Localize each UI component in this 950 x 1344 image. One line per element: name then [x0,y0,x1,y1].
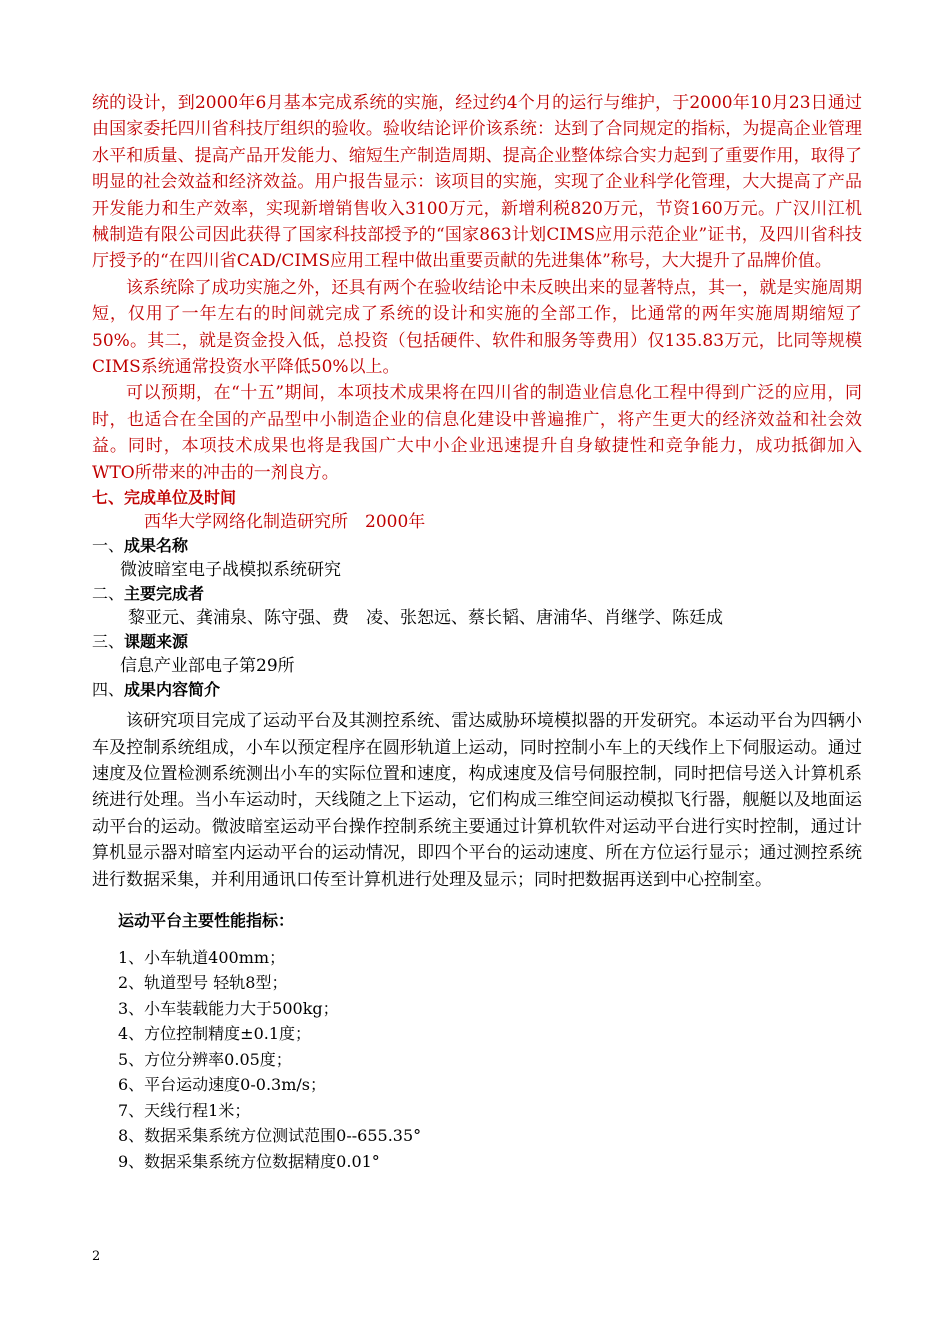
performance-title: 运动平台主要性能指标： [118,910,295,930]
paragraph-acceptance: 统的设计，到2000年6月基本完成系统的实施，经过约4个月的运行与维护，于2000年10月23日通过由国家委托四川省科技厅组织的验收。验收结论评价该系统：达到了合同规定的指标，为提高企业管理水平和质量、提高产品开发能力、缩短生产制造周期、提高企业整体综合实力起到了重要作用，取得了明显的社会效益和经济效益。用户报告显示：该项目的实施，实现了企业科学化管理，大大提高了产品开发能力和生产效率，实现新增销售收入3100万元，新增利税820万元，节资160万元。广汉川江机械制造有限公司因此获得了国家科技部授予的“国家863计划CIMS应用示范企业”证书，及四川省科技厅授予的“在四川省CAD/CIMS应用工程中做出重要贡献的先进集体”称号，大大提升了品牌价值。 [92,93,862,272]
project-source: 信息产业部电子第29所 [120,656,295,677]
list-item: 4、方位控制精度±0.1度； [118,1024,312,1044]
section-heading-summary [92,678,862,702]
list-item: 3、小车装载能力大于500kg； [118,998,339,1018]
achievement-name: 微波暗室电子战模拟系统研究 [120,560,341,581]
section-heading-source [92,630,862,654]
list-item: 2、轨道型号 轻轨8型； [118,973,288,993]
section-title: 主要完成者 [124,584,205,604]
section-heading-name [92,534,862,558]
list-item: 1、小车轨道400mm； [118,947,286,967]
list-item: 9、数据采集系统方位数据精度0.01° [118,1151,380,1171]
section-title: 课题来源 [124,632,189,652]
page-number: 2 [92,1249,101,1264]
section-heading-authors [92,582,862,606]
paragraph-features: 该系统除了成功实施之外，还具有两个在验收结论中未反映出来的显著特点，其一，就是实施周期短，仅用了一年左右的时间就完成了系统的设计和实施的全部工作，比通常的两年实施周期缩短了50%。其二，就是资金投入低，总投资（包括硬件、软件和服务等费用）仅135.83万元，比同等规模CIMS系统通常投资水平降低50%以上。 [92,277,862,378]
summary-paragraph: 该研究项目完成了运动平台及其测控系统、雷达威胁环境模拟器的开发研究。本运动平台为四辆小车及控制系统组成，小车以预定程序在圆形轨道上运动，同时控制小车上的天线作上下伺服运动。通过速度及位置检测系统测出小车的实际位置和速度，构成速度及信号伺服控制，同时把信号送入计算机系统进行处理。当小车运动时，天线随之上下运动，它们构成三维空间运动模拟飞行器，舰艇以及地面运动平台的运动。微波暗室运动平台操作控制系统主要通过计算机软件对运动平台进行实时控制，通过计算机显示器对暗室内运动平台的运动情况，即四个平台的运动速度、所在方位运行显示；通过测控系统进行数据采集，并利用通讯口传至计算机进行处理及显示；同时把数据再送到中心控制室。 [92,711,862,890]
section-number: 一、 [92,536,125,556]
paragraph-outlook: 可以预期，在“十五”期间，本项技术成果将在四川省的制造业信息化工程中得到广泛的应用，同时，也适合在全国的产品型中小制造企业的信息化建设中普遍推广，将产生更大的经济效益和社会效益。同时，本项技术成果也将是我国广大中小企业迅速提升自身敏捷性和竞争能力，成功抵御加入WTO所带来的冲击的一剂良方。 [92,383,862,483]
section-number: 二、 [92,584,125,604]
list-item: 5、方位分辨率0.05度； [118,1049,292,1069]
section-number: 四、 [92,680,125,700]
section7-heading: 七、完成单位及时间 [92,488,237,508]
list-item: 8、数据采集系统方位测试范围0--655.35° [118,1126,422,1146]
section7-unit: 西华大学网络化制造研究所 2000年 [144,512,426,533]
specs-list [92,945,862,1175]
authors-list: 黎亚元、龚浦泉、陈守强、费 凌、张恕远、蔡长韬、唐浦华、肖继学、陈廷成 [128,608,723,629]
section-title: 成果内容简介 [124,680,221,700]
section-number: 三、 [92,632,125,652]
list-item: 7、天线行程1米； [118,1100,251,1120]
section-title: 成果名称 [124,536,189,556]
list-item: 6、平台运动速度0-0.3m/s； [118,1075,326,1095]
document-page [92,90,862,1174]
